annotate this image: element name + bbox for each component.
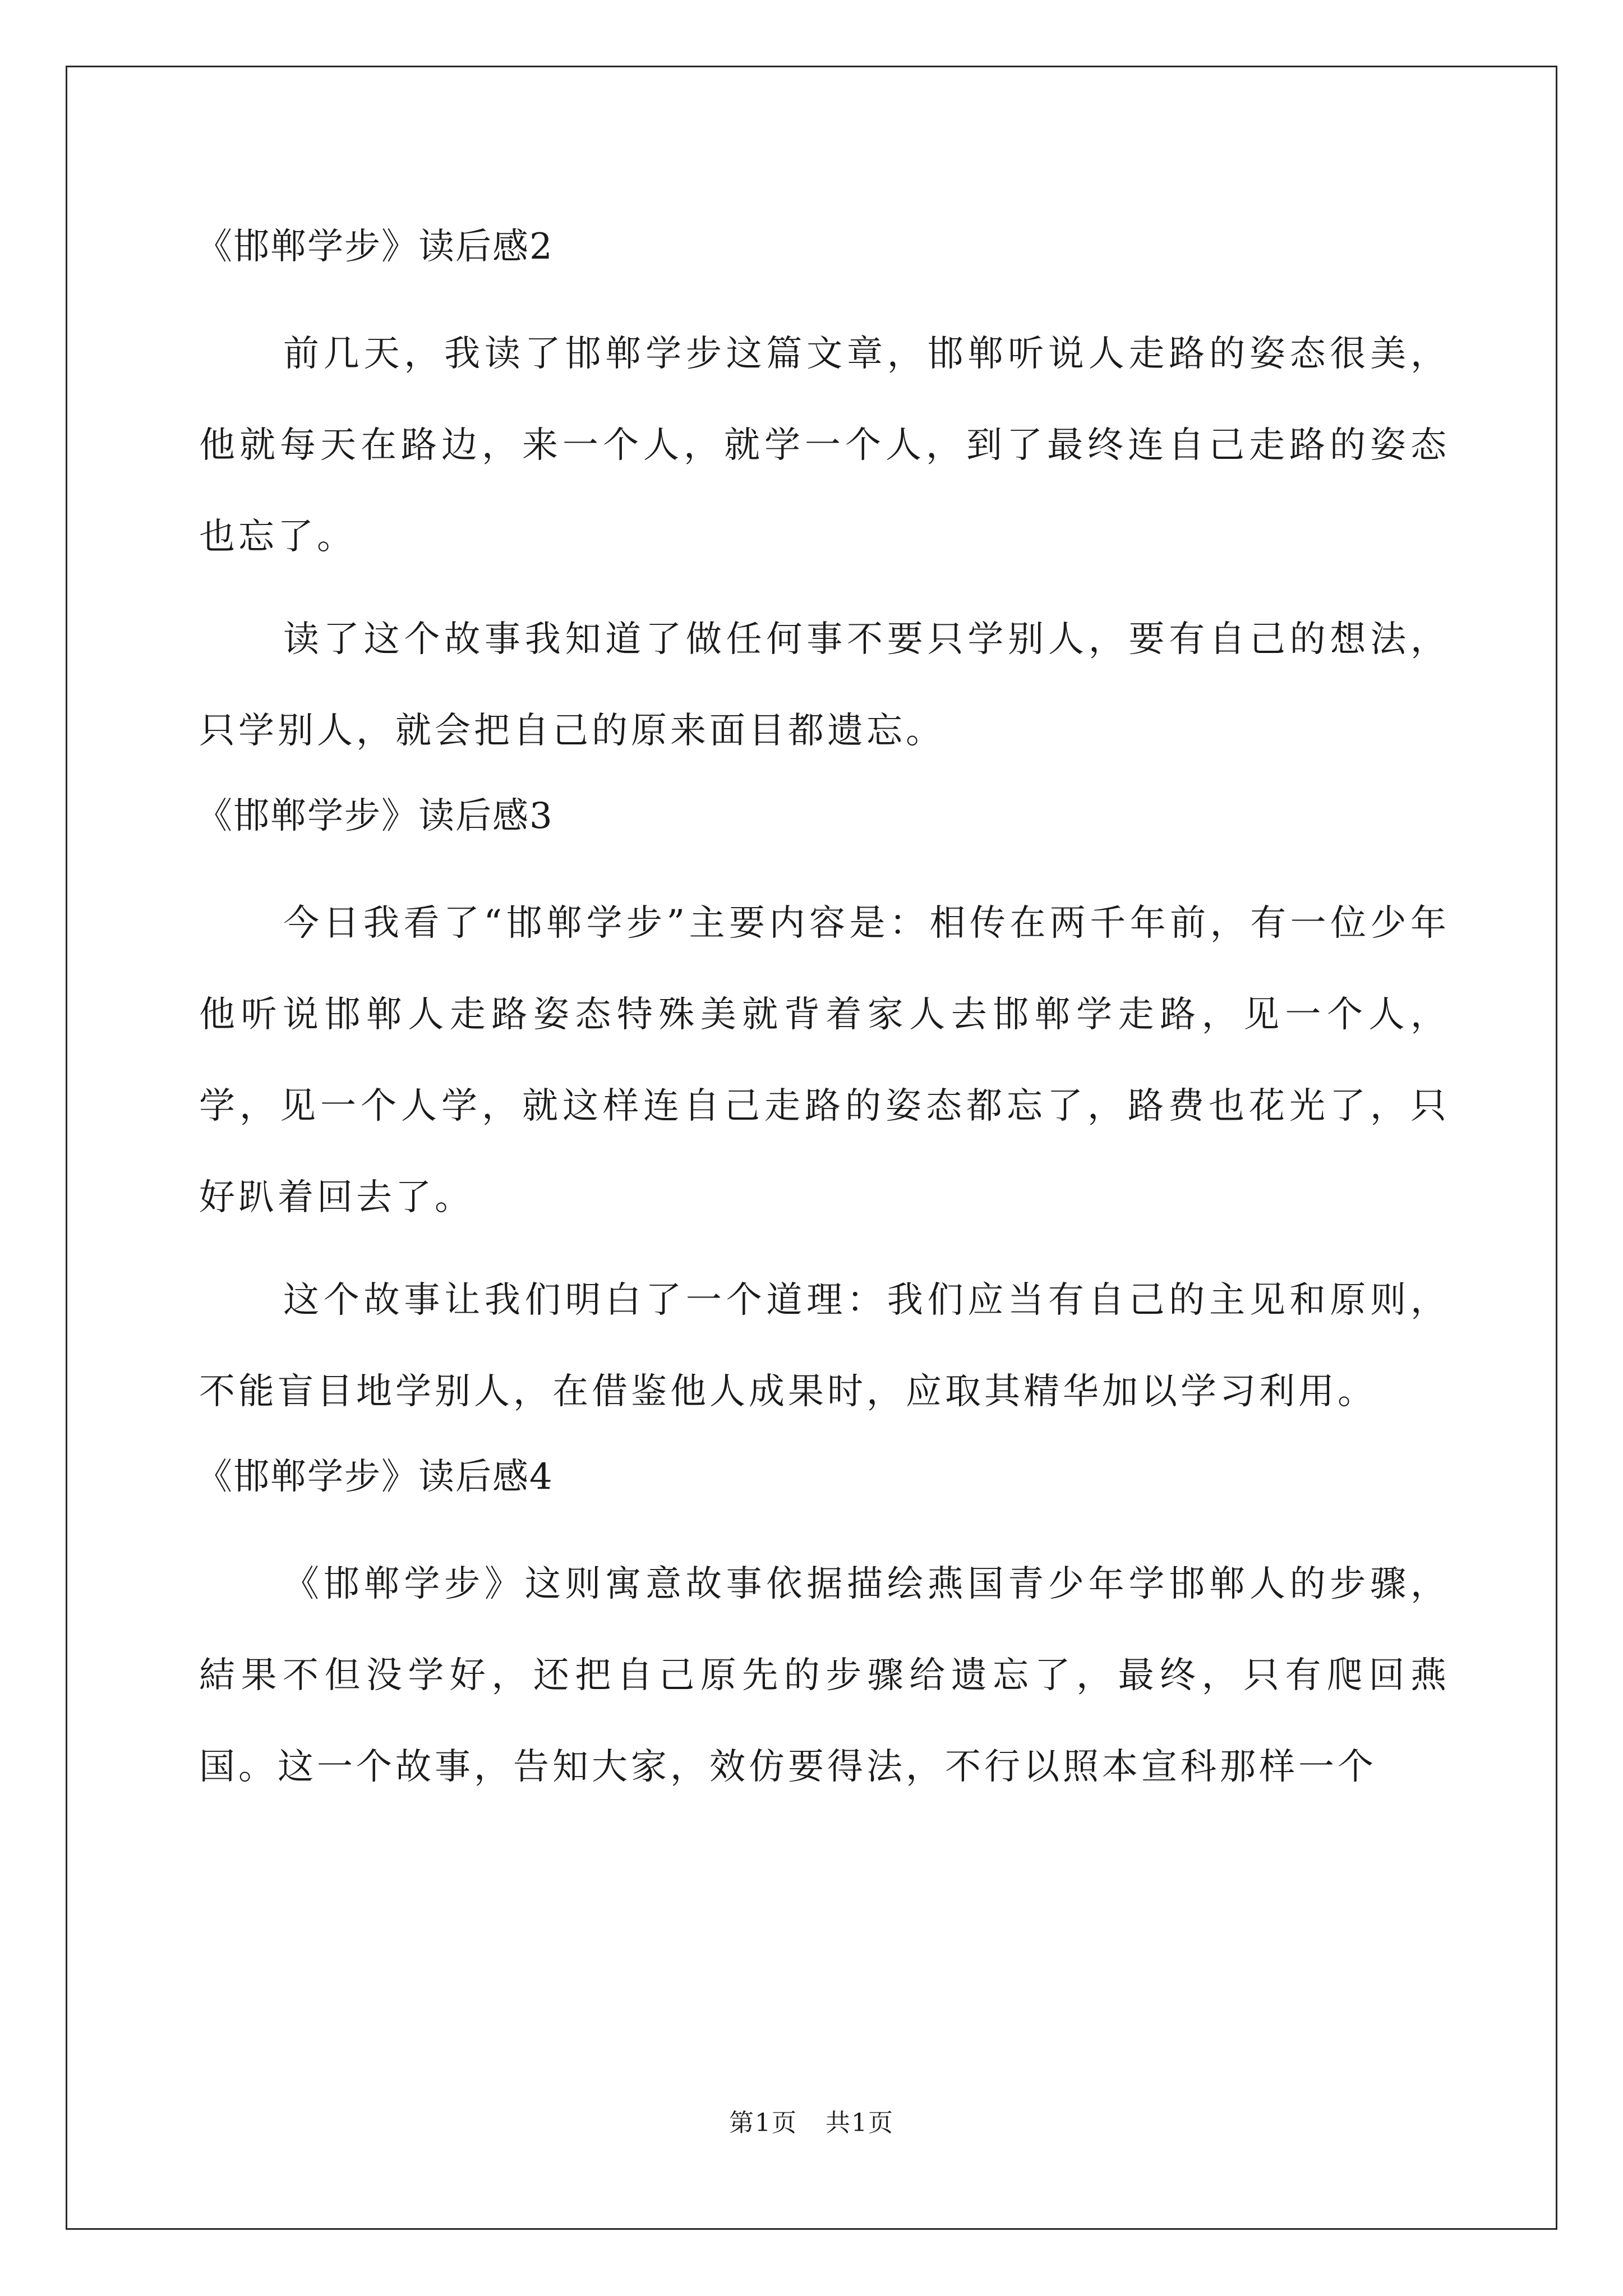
paragraph: 这个故事让我们明白了一个道理：我们应当有自己的主见和原则，不能盲目地学别人，在借鉴他人成果时，应取其精华加以学习利用。 xyxy=(199,1280,1450,1412)
page-number: 第1页 xyxy=(729,2109,797,2137)
paragraph: 《邯郸学步》这则寓意故事依据描绘燕国青少年学邯郸人的步骤，結果不但没学好，还把自己原先的步骤给遗忘了，最终，只有爬回燕国。这一个故事，告知大家，效仿要得法，不行以照本宣科那样一个 xyxy=(199,1563,1450,1788)
page-total: 共1页 xyxy=(826,2109,894,2137)
section-title: 《邯郸学步》读后感2 xyxy=(196,226,554,268)
paragraph: 今日我看了“邯郸学步”主要内容是：相传在两千年前，有一位少年他听说邯郸人走路姿态特殊美就背着家人去邯郸学走路，见一个人，学，见一个人学，就这样连自己走路的姿态都忘了，路费也花光了，只好趴着回去了。 xyxy=(199,903,1450,1218)
document-body xyxy=(196,219,1450,1824)
paragraph: 读了这个故事我知道了做任何事不要只学别人，要有自己的想法，只学别人，就会把自己的原来面目都遗忘。 xyxy=(199,619,1450,752)
section-title: 《邯郸学步》读后感4 xyxy=(196,1456,554,1498)
page-footer xyxy=(0,2106,1623,2140)
section-title: 《邯郸学步》读后感3 xyxy=(196,795,554,837)
paragraph: 前几天，我读了邯郸学步这篇文章，邯郸听说人走路的姿态很美，他就每天在路边，来一个人，就学一个人，到了最终连自己走路的姿态也忘了。 xyxy=(199,333,1450,558)
